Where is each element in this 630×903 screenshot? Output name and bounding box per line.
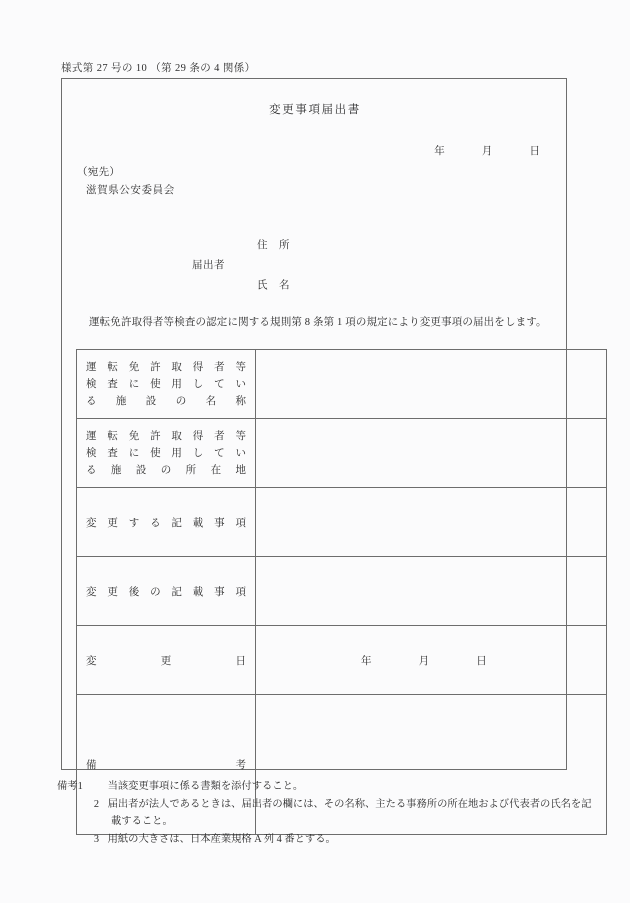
row-label-change-date xyxy=(77,626,256,695)
label-line: 運転免許取得者等 xyxy=(86,430,246,442)
form-table xyxy=(76,349,607,835)
label-line: 変更後の記載事項 xyxy=(86,586,246,598)
table-row xyxy=(77,488,607,557)
row-value-change-items[interactable] xyxy=(256,488,607,557)
row-value-changed-items[interactable] xyxy=(256,557,607,626)
note-number: 3 xyxy=(93,834,99,846)
label-lines xyxy=(86,359,246,410)
label-line: 検査に使用してい xyxy=(86,378,246,390)
note-item xyxy=(57,778,597,796)
addressee-name: 滋賀県公安委員会 xyxy=(86,185,175,196)
note-continuation: 載すること。 xyxy=(111,816,173,828)
notes-heading xyxy=(57,778,105,796)
row-label-changed-items xyxy=(77,557,256,626)
applicant-label: 届出者 xyxy=(192,260,225,271)
form-number-label: 様式第 27 号の 10 （第 29 条の 4 関係） xyxy=(61,63,256,74)
label-line: 備考 xyxy=(86,760,246,771)
row-label-facility-name xyxy=(77,350,256,419)
footer-notes xyxy=(57,778,597,849)
note-item xyxy=(57,796,597,814)
applicant-address-label: 住 所 xyxy=(257,240,290,251)
notes-heading-text: 備考 xyxy=(57,781,78,792)
row-value-change-date[interactable] xyxy=(256,626,607,695)
note-text: 当該変更事項に係る書類を添付すること。 xyxy=(107,781,304,792)
note-text: 届出者が法人であるときは、届出者の欄には、その名称、主たる事務所の所在地および代表者の氏名を記 xyxy=(107,798,592,810)
addressee-label: （宛先） xyxy=(77,167,121,178)
issue-date-year-label: 年 xyxy=(434,146,445,157)
table-row xyxy=(77,626,607,695)
change-date-year-label: 年 xyxy=(361,655,372,667)
label-lines xyxy=(86,428,246,479)
note-text: 用紙の大きさは、日本産業規格 A 列 4 番とする。 xyxy=(107,834,336,846)
label-line: 変更する記載事項 xyxy=(86,517,246,529)
applicant-block xyxy=(192,237,422,293)
row-label-facility-address xyxy=(77,419,256,488)
note-number: 2 xyxy=(93,798,99,810)
label-line: る施設の所在地 xyxy=(86,464,246,476)
change-date-fields xyxy=(266,656,487,667)
label-line: 検査に使用してい xyxy=(86,447,246,459)
applicant-name-label: 氏 名 xyxy=(257,280,290,291)
label-line: 変更日 xyxy=(86,655,246,667)
row-value-facility-name[interactable] xyxy=(256,350,607,419)
label-line: 運転免許取得者等 xyxy=(86,361,246,373)
issue-date-line xyxy=(434,143,540,158)
change-date-month-label: 月 xyxy=(418,655,430,667)
document-title: 変更事項届出書 xyxy=(269,104,361,116)
statement-text: 運転免許取得者等検査の認定に関する規則第 8 条第 1 項の規定により変更事項の届出をします。 xyxy=(89,317,547,328)
form-frame xyxy=(61,78,567,770)
table-row xyxy=(77,557,607,626)
issue-date-day-label: 日 xyxy=(529,146,540,157)
note-number: 1 xyxy=(77,781,83,792)
table-row xyxy=(77,419,607,488)
issue-date-month-label: 月 xyxy=(481,146,493,157)
row-value-facility-address[interactable] xyxy=(256,419,607,488)
table-row xyxy=(77,350,607,419)
note-item xyxy=(57,831,597,849)
label-line: る施設の名称 xyxy=(86,395,246,407)
change-date-day-label: 日 xyxy=(476,655,487,667)
row-label-change-items xyxy=(77,488,256,557)
